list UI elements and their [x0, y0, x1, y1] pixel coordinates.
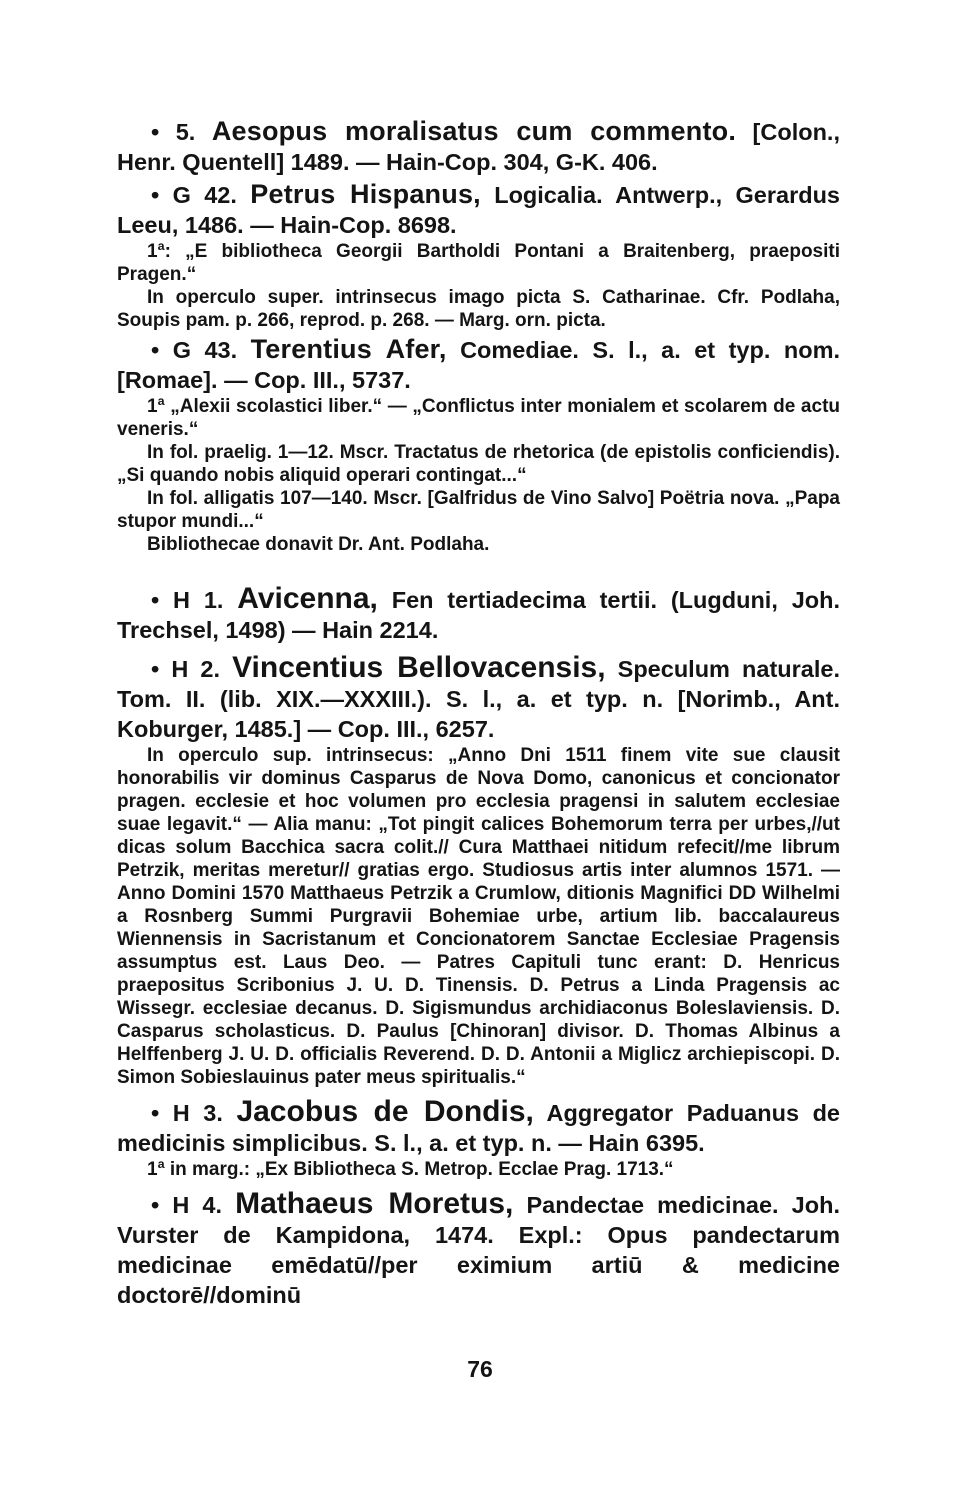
entry-citation: Pandectae medicinae. Joh. Vurster de Kampidona, 1474. Expl.: Opus pandectarum medicinae emēdatū//per eximium artiū & medicine doctorē//dominū — [117, 1192, 840, 1308]
entry-marker: • H 4. — [151, 1192, 236, 1218]
entry-marker: • G 42. — [151, 182, 251, 208]
entry-citation: Aggregator Paduanus de medicinis simplicibus. S. l., a. et typ. n. — Hain 6395. — [117, 1100, 840, 1156]
entry-note: In operculo super. intrinsecus imago picta S. Catharinae. Cfr. Podlaha, Soupis pam. p. 266, reprod. p. 268. — Marg. orn. picta. — [117, 287, 840, 331]
entry-g5 — [117, 116, 840, 177]
entry-h2 — [117, 653, 840, 744]
text-column — [117, 116, 840, 1310]
entry-marker: • H 2. — [151, 656, 233, 682]
entry-marker: • H 1. — [151, 587, 238, 613]
entry-citation: Logicalia. Antwerp., Gerardus Leeu, 1486. — Hain-Cop. 8698. — [117, 182, 841, 238]
entry-h3 — [117, 1097, 840, 1158]
entry-citation: [Colon., Henr. Quentell] 1489. — Hain-Cop. 304, G-K. 406. — [117, 119, 840, 175]
entry-marker: • H 3. — [151, 1100, 237, 1126]
entry-note: In fol. praelig. 1—12. Mscr. Tractatus de rhetorica (de epistolis conficiendis). „Si quando nobis aliquid operari contingat...“ — [117, 442, 840, 486]
entry-note: 1ª „Alexii scolastici liber.“ — „Conflictus inter monialem et scolarem de actu veneris.“ — [117, 396, 840, 440]
entry-note: 1ª in marg.: „Ex Bibliotheca S. Metrop. Ecclae Prag. 1713.“ — [147, 1159, 674, 1180]
entry-h4 — [117, 1189, 840, 1310]
entry-note: In fol. alligatis 107—140. Mscr. [Galfridus de Vino Salvo] Poëtria nova. „Papa stupor mundi...“ — [117, 488, 840, 532]
entry-title: Mathaeus Moretus, — [235, 1187, 514, 1220]
entry-title: Petrus Hispanus, — [250, 179, 481, 209]
entry-g42 — [117, 179, 840, 240]
entry-title: Terentius Afer, — [250, 334, 447, 364]
entry-note: 1ª: „E bibliotheca Georgii Bartholdi Pontani a Braitenberg, praepositi Pragen.“ — [117, 241, 840, 285]
entry-marker: • G 43. — [151, 337, 251, 363]
entry-title: Aesopus moralisatus cum commento. — [211, 116, 737, 146]
entry-note: In operculo sup. intrinsecus: „Anno Dni 1511 finem vite sue clausit honorabilis vir dominus Casparus de Nova Domo, canonicus et concionator pragen. ecclesie et hoc volumen pro ecclesia pragensi in salutem ecclesiae suae legavit.“ — Alia manu: „Tot pingit calices Bohemorum terra per urbes,//ut dicas solum Bacchica sacra colit.// Cura Matthaei nitidum refecit//me librum Petrzik, meritas meretur// gratias ergo. Studiosus artis inter alumnos 1571. — Anno Domini 1570 Matthaeus Petrzik a Crumlow, ditionis Magnifici DD Wilhelmi a Rosnberg Summi Purgravii Bohemiae urbe, artium lib. baccalaureus Wiennensis in Sacristanum et Concionatorem Sanctae Ecclesiae Pragensis assumptus est. Laus Deo. — Patres Capituli tunc erant: D. Henricus praepositus Scribonius J. U. D. Tinensis. D. Petrus a Linda Pragensis ac Wissegr. ecclesiae decanus. D. Sigismundus archidiaconus Boleslaviensis. D. Casparus scholasticus. D. Paulus [Chinoran] divisor. D. Thomas Albinus a Helffenberg J. U. D. officialis Reverend. D. D. Antonii a Miglicz archiepiscopi. D. Simon Sobieslauinus pater meus spiritualis.“ — [117, 745, 840, 1088]
entry-citation: Comediae. S. l., a. et typ. nom. [Romae]. — Cop. III., 5737. — [117, 337, 840, 393]
page-number: 76 — [467, 1356, 493, 1382]
entry-h1 — [117, 584, 840, 645]
entry-note: Bibliothecae donavit Dr. Ant. Podlaha. — [147, 534, 490, 555]
entry-g43 — [117, 334, 840, 395]
entry-marker: • 5. — [151, 119, 212, 145]
entry-citation: Fen tertiadecima tertii. (Lugduni, Joh. Trechsel, 1498) — Hain 2214. — [117, 587, 840, 643]
entry-title: Avicenna, — [237, 582, 378, 615]
entry-title: Vincentius Bellovacensis, — [232, 651, 606, 684]
entry-citation: Speculum naturale. Tom. II. (lib. XIX.—XXXIII.). S. l., a. et typ. n. [Norimb., Ant. Koburger, 1485.] — Cop. III., 6257. — [117, 656, 840, 742]
entry-title: Jacobus de Dondis, — [236, 1095, 534, 1128]
